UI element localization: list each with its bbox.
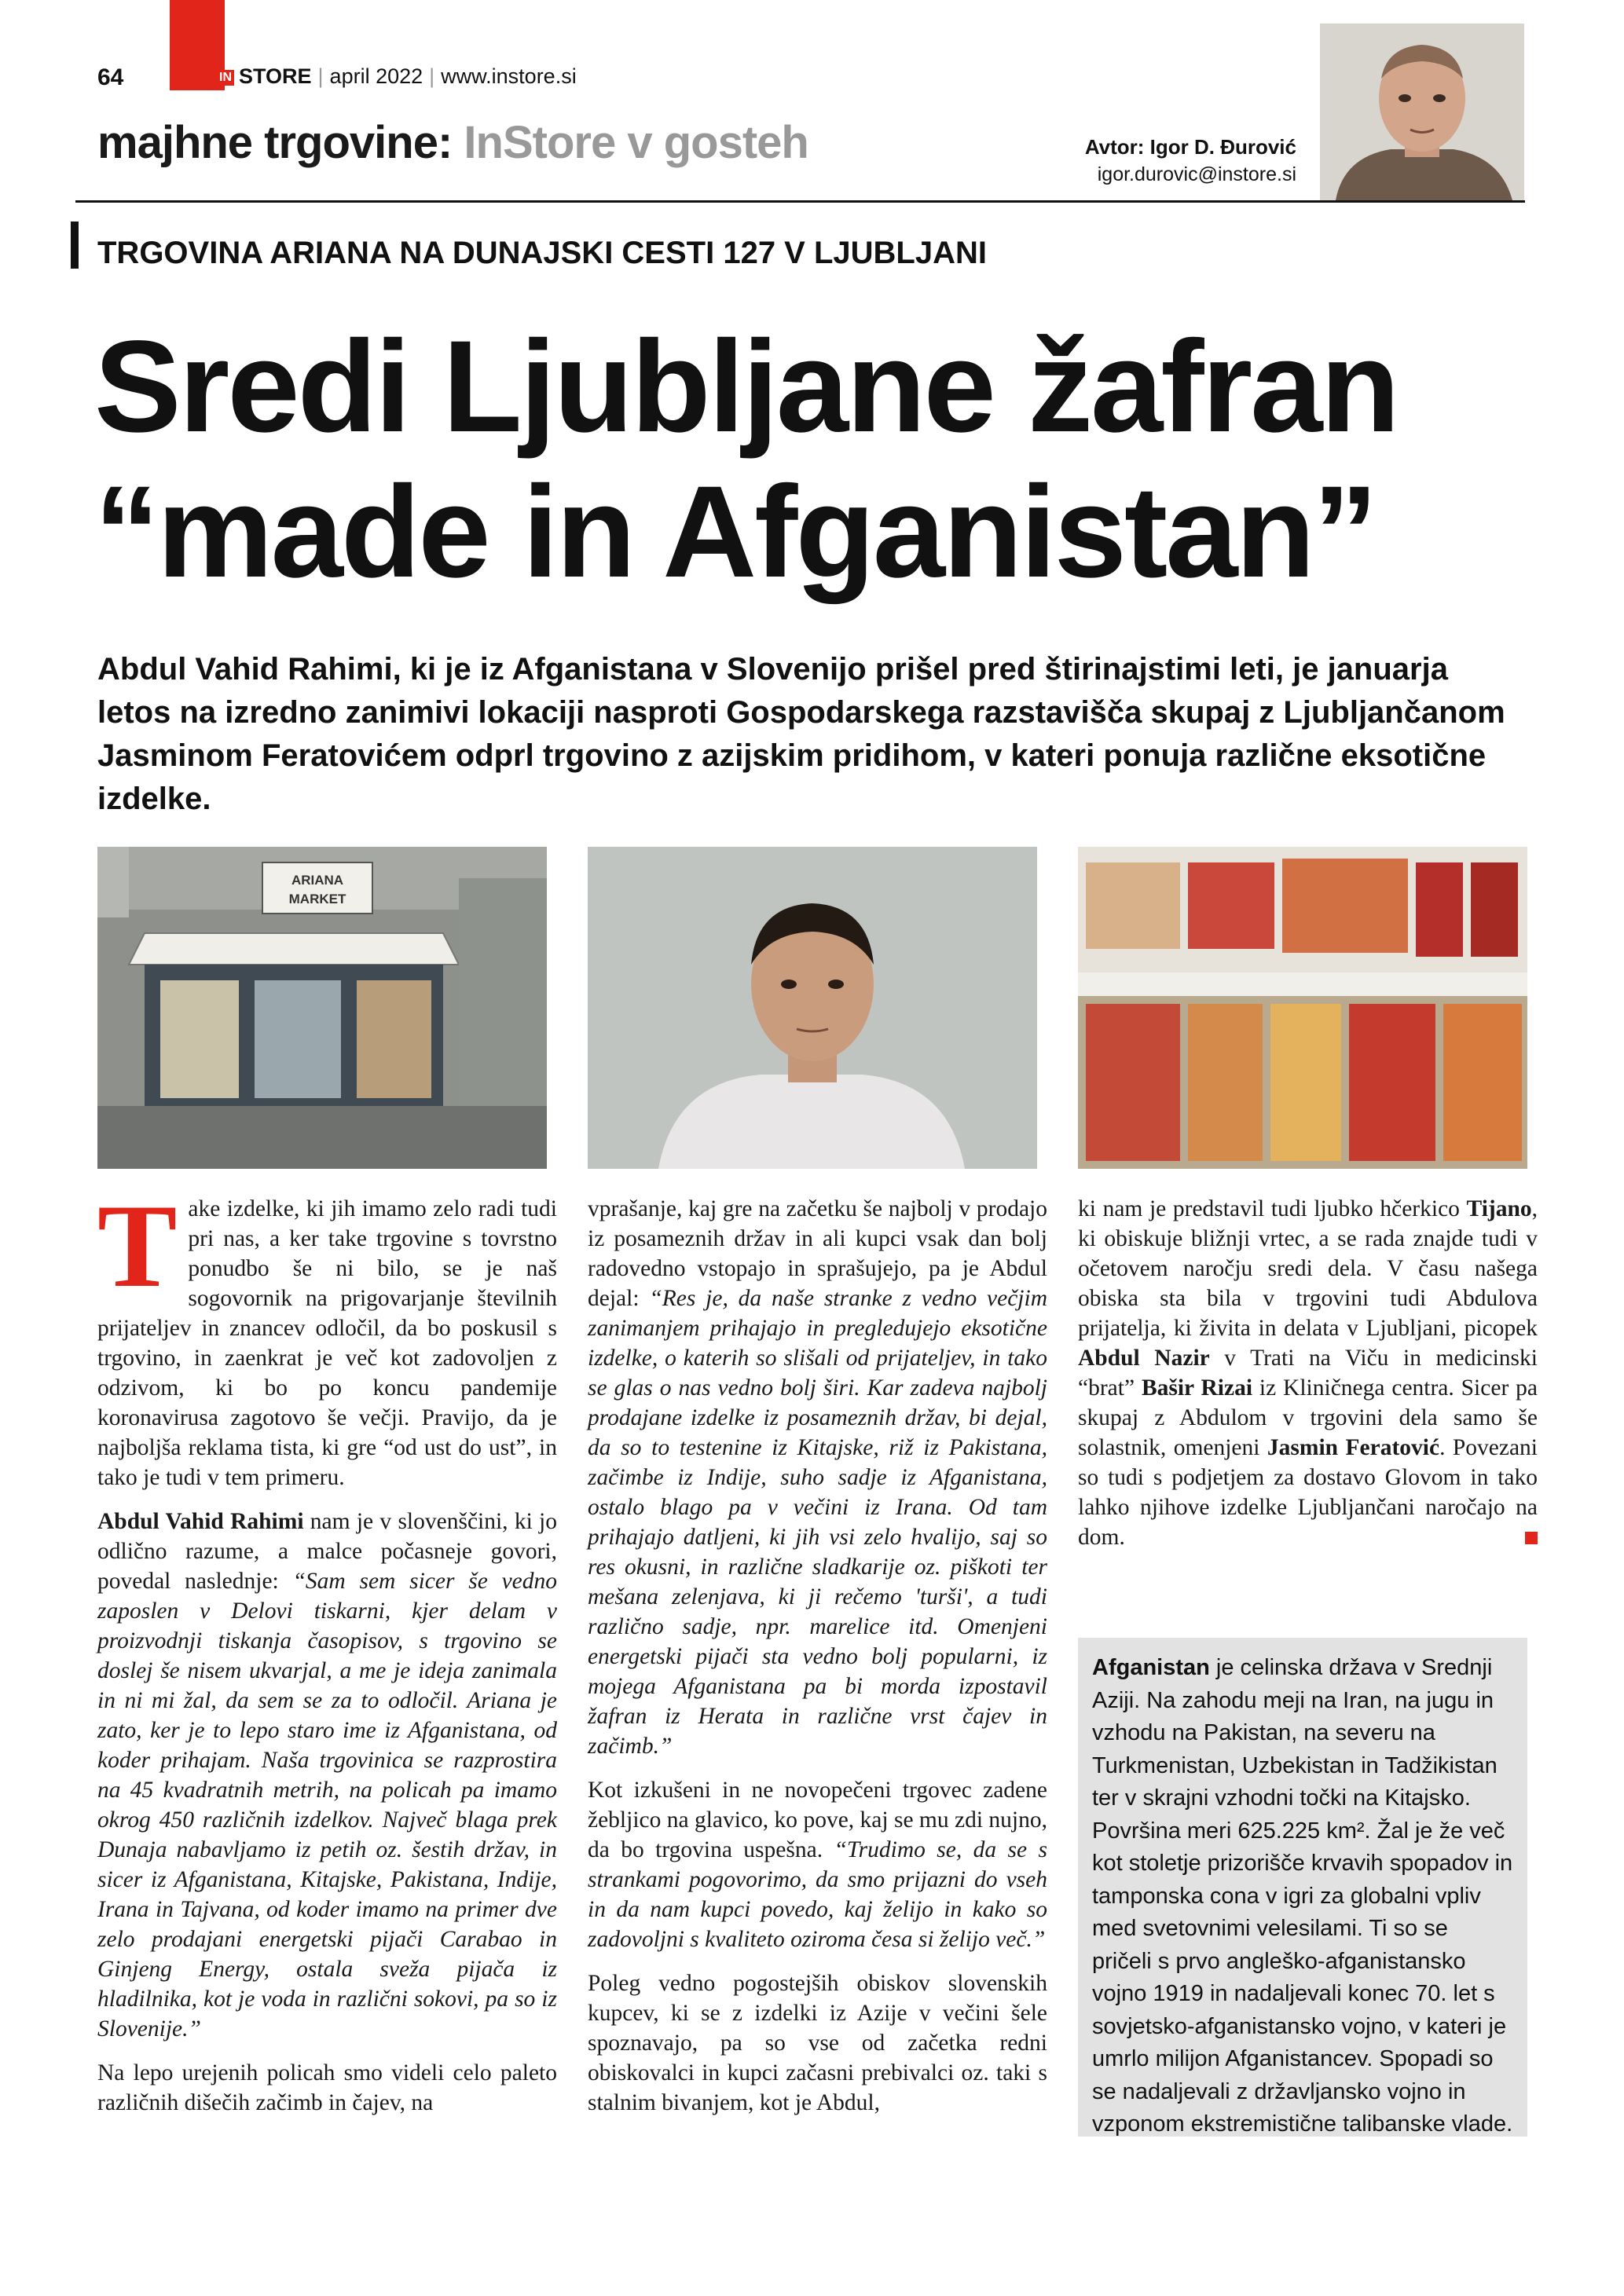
paragraph	[1078, 1194, 1538, 1552]
paragraph-text: nam je v slovenščini, ki jo odlično razume, a malce počasneje govori, povedal naslednje:	[97, 1509, 557, 1594]
quote: “Sam sem sicer še vedno zaposlen v Delovi tiskarni, kjer delam v proizvodnji tiskanja časopisov, s trgovino se doslej še nisem ukvarjal, a me je ideja zanimala in ni mi žal, da sem se za to odločil. Ariana je zato, ker je to lepo staro ime iz Afganistana, od koder prihajam. Naša trgovinica se razprostira na 45 kvadratnih metrih, na policah pa imamo okrog 450 različnih izdelkov. Največ blaga prek Dunaja nabavljamo iz petih oz. šestih držav, in sicer iz Afganistana, Kitajske, Pakistana, Indije, Irana in Tajvana, od koder imamo na primer dve zelo prodajani energetski pijači Carabao in Ginjeng Energy, ostala sveža pijača iz hladilnika, kot je voda in različni sokovi, pa so iz Slovenije.”	[97, 1569, 557, 2041]
author-email[interactable]: igor.durovic@instore.si	[1097, 163, 1296, 185]
end-of-article-icon	[1525, 1532, 1538, 1544]
headline-line-2: “made in Afganistan”	[94, 460, 1376, 605]
paragraph-text: Kot izkušeni in ne novopečeni trgovec zadene žebljico na glavico, ko pove, kaj se mu zdi nujno, da bo trgovina uspešna.	[588, 1778, 1047, 1862]
person-name: Jasmin Feratović	[1267, 1435, 1440, 1460]
paragraph-text: v Trati na Viču in medicinski “brat”	[1078, 1346, 1538, 1401]
shelves-photo	[1078, 847, 1527, 1169]
author-portrait	[1320, 24, 1524, 200]
paragraph	[588, 1194, 1047, 1761]
paragraph	[588, 1775, 1047, 1954]
shelves-illustration	[1078, 847, 1527, 1169]
section-title-b: InStore v gosteh	[464, 117, 808, 168]
owner-photo	[588, 847, 1037, 1169]
kicker-bar	[71, 222, 79, 269]
article-column-1	[97, 1180, 557, 2132]
instore-logo-mark: IN	[217, 70, 234, 86]
owner-portrait-illustration	[588, 847, 1037, 1169]
headline	[94, 314, 1524, 605]
paragraph-text: Na lepo urejenih policah smo videli celo paleto različnih dišečih začimb in čajev, na	[97, 2060, 557, 2115]
storefront-illustration	[97, 847, 547, 1169]
quote: “Trudimo se, da se s strankami pogovorimo, da smo prijazni do vseh in da nam kupci povedo, kaj želijo in kako so zadovoljni s kvaliteto oziroma česa si želijo več.”	[588, 1837, 1047, 1952]
person-name: Tijano	[1466, 1196, 1532, 1221]
drop-cap: T	[97, 1180, 178, 1312]
info-sidebar	[1078, 1638, 1527, 2137]
paragraph-text: ki nam je predstavil tudi ljubko hčerkico	[1078, 1196, 1467, 1221]
paragraph-text: vprašanje, kaj gre na začetku še najbolj v prodajo iz posameznih držav in ali kupci vsak dan bolj radovedno vstopajo in sprašujejo, pa je Abdul dejal:	[588, 1196, 1047, 1311]
header-rule	[75, 200, 1525, 203]
headline-line-1: Sredi Ljubljane žafran	[94, 314, 1398, 460]
paragraph	[97, 1507, 557, 2044]
paragraph-text: Poleg vedno pogostejših obiskov slovenskih kupcev, ki se z izdelki iz Azije v večini šele spoznavajo, pa so vse od začetka redni obiskovalci in kupci začasni prebivalci oz. taki s stalnim bivanjem, kot je Abdul,	[588, 1971, 1047, 2115]
article-column-3	[1078, 1194, 1538, 1566]
lede: Abdul Vahid Rahimi, ki je iz Afganistana v Slovenijo prišel pred štirinajstimi leti, je januarja letos na izredno zanimivi lokaciji nasproti Gospodarskega razstavišča skupaj z Ljubljančanom Jasminom Feratovićem odprl trgovino z azijskim pridihom, v kateri ponuja različne eksotične izdelke.	[97, 652, 1505, 816]
magazine-name: STORE	[239, 64, 312, 88]
paragraph	[97, 2058, 557, 2118]
paragraph-text: , ki obiskuje bližnji vrtec, a se rada znajde tudi v očetovem naročju sredi dela. V času našega obiska sta bila v trgovini tudi Abdulova prijatelja, ki živita in delata v Ljubljani, picopek	[1078, 1196, 1538, 1341]
person-name: Abdul Nazir	[1078, 1346, 1210, 1371]
quote: “Res je, da naše stranke z vedno večjim zanimanjem prihajajo in pregledujejo eksotične izdelke, o katerih so slišali od prijateljev, in tako se glas o nas vedno bolj širi. Kar zadeva najbolj prodajane izdelke iz posameznih držav, bi dejal, da so to testenine iz Kitajske, riž iz Pakistana, začimbe iz Indije, suho sadje iz Afganistana, ostalo blago pa v večini iz Irana. Od tam prihajajo datljeni, ki jih vsi zelo hvalijo, saj so res okusni, in različne sladkarije oz. piškoti ter mešana zelenjava, ki ji rečemo 'turši', a tudi različno sadje, npr. marelice itd. Omenjeni energetski pijači sta vedno bolj popularni, iz mojega Afganistana pa bi morda izpostavil žafran iz Herata in različne vrst čajev in začimb.”	[588, 1286, 1047, 1759]
storefront-photo	[97, 847, 547, 1169]
author-name: Avtor: Igor D. Đurović	[1084, 135, 1296, 159]
sidebar-text: je celinska država v Srednji Aziji. Na zahodu meji na Iran, na jugu in vzhodu na Pakistan, na severu na Turkmenistan, Uzbekistan in Tadžikistan ter v skrajni vzhodni točki na Kitajsko. Površina meri 625.225 km². Žal je že več kot stoletje prizorišče krvavih spopadov in tamponska cona v igri za globalni vpliv med svetovnimi velesilami. Ti so se pričeli s prvo angleško-afganistansko vojno 1919 in nadaljevali konec 70. let s sovjetsko-afganistansko vojno, v kateri je umrlo milijon Afganistancev. Spopadi so se nadaljevali z državljansko vojno in vzponom ekstremistične talibanske vlade.	[1092, 1655, 1513, 2137]
article-column-2	[588, 1194, 1047, 2132]
issue-line	[217, 64, 577, 89]
paragraph-text: ake izdelke, ki jih imamo zelo radi tudi pri nas, a ker take trgovine s tovrstno ponudbo še ni bilo, se je naš sogovornik na prigovarjanje številnih prijateljev in znancev odločil, da bo poskusil s trgovino, in zaenkrat je več kot zadovoljen z odzivom, ki bo po koncu pandemije koronavirusa zagotovo še večji. Pravijo, da je najboljša reklama tista, ki gre “od ust do ust”, in tako je tudi v tem primeru.	[97, 1196, 557, 1490]
separator: |	[317, 64, 324, 88]
website-link[interactable]: www.instore.si	[441, 64, 577, 88]
section-title-a: majhne trgovine:	[97, 117, 453, 168]
paragraph-text: . Povezani so tudi s podjetjem za dostavo Glovom in tako lahko njihove izdelke Ljubljančani naročajo na dom.	[1078, 1435, 1538, 1550]
issue-date: april 2022	[329, 64, 423, 88]
page-number: 64	[97, 64, 124, 90]
paragraph	[588, 1968, 1047, 2118]
store-sign-line-1: ARIANA	[291, 873, 344, 888]
sidebar-title: Afganistan	[1092, 1655, 1210, 1680]
person-name: Bašir Rizai	[1141, 1375, 1253, 1401]
person-name: Abdul Vahid Rahimi	[97, 1509, 304, 1534]
paragraph	[97, 1180, 557, 1492]
kicker: TRGOVINA ARIANA NA DUNAJSKI CESTI 127 V LJUBLJANI	[97, 236, 987, 270]
section-title	[97, 116, 808, 169]
separator: |	[429, 64, 435, 88]
author-portrait-illustration	[1320, 24, 1524, 200]
paragraph-text: iz Kliničnega centra. Sicer pa skupaj z Abdulom v trgovini dela samo še solastnik, omenjeni	[1078, 1375, 1538, 1460]
store-sign-line-2: MARKET	[288, 892, 346, 906]
